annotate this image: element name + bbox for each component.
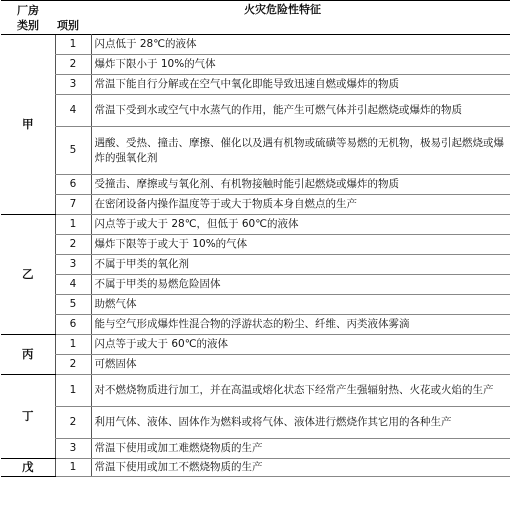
hazard-feature-text: 在密闭设备内操作温度等于或大于物质本身自燃点的生产 [91, 195, 510, 215]
item-number: 6 [55, 175, 91, 195]
item-number: 5 [55, 295, 91, 315]
hazard-feature-text: 常温下能自行分解或在空气中氧化即能导致迅速自燃或爆炸的物质 [91, 75, 510, 95]
fire-hazard-table [1, 0, 510, 477]
table-row [1, 335, 510, 355]
category-cell: 戊 [1, 459, 55, 477]
table-row [1, 195, 510, 215]
table-row [1, 75, 510, 95]
item-number: 1 [55, 459, 91, 477]
hazard-feature-text: 常温下受到水或空气中水蒸气的作用，能产生可燃气体并引起燃烧或爆炸的物质 [91, 95, 510, 127]
item-number: 2 [55, 235, 91, 255]
category-cell: 甲 [1, 35, 55, 215]
table-row [1, 235, 510, 255]
item-number: 2 [55, 55, 91, 75]
hazard-feature-text: 受撞击、摩擦或与氧化剂、有机物接触时能引起燃烧或爆炸的物质 [91, 175, 510, 195]
hazard-feature-text: 爆炸下限等于或大于 10%的气体 [91, 235, 510, 255]
hazard-feature-text: 常温下使用或加工难燃烧物质的生产 [91, 439, 510, 459]
item-number: 1 [55, 375, 91, 407]
hazard-feature-text: 对不燃烧物质进行加工，并在高温或熔化状态下经常产生强辐射热、火花或火焰的生产 [91, 375, 510, 407]
table-row [1, 95, 510, 127]
table-row [1, 127, 510, 175]
table-row [1, 375, 510, 407]
item-number: 1 [55, 335, 91, 355]
table-body [1, 35, 510, 477]
table-row [1, 295, 510, 315]
table-row [1, 407, 510, 439]
category-header-line2: 类别 [17, 18, 39, 32]
table-row [1, 275, 510, 295]
item-number: 7 [55, 195, 91, 215]
table-row [1, 459, 510, 477]
table-row [1, 439, 510, 459]
item-number: 1 [55, 215, 91, 235]
table-row [1, 355, 510, 375]
table-row [1, 315, 510, 335]
hazard-feature-text: 不属于甲类的易燃危险固体 [91, 275, 510, 295]
hazard-feature-text: 助燃气体 [91, 295, 510, 315]
category-cell: 丙 [1, 335, 55, 375]
item-number: 6 [55, 315, 91, 335]
item-number: 3 [55, 75, 91, 95]
hazard-feature-text: 闪点等于或大于 60℃的液体 [91, 335, 510, 355]
category-header [1, 1, 55, 35]
item-number: 2 [55, 407, 91, 439]
hazard-feature-text: 闪点低于 28℃的液体 [91, 35, 510, 55]
table-title: 火灾危险性特征 [244, 2, 321, 16]
item-number: 1 [55, 35, 91, 55]
hazard-feature-text: 利用气体、液体、固体作为燃料或将气体、液体进行燃烧作其它用的各种生产 [91, 407, 510, 439]
item-number: 4 [55, 275, 91, 295]
table-row [1, 175, 510, 195]
table-row [1, 55, 510, 75]
item-number: 4 [55, 95, 91, 127]
category-cell: 丁 [1, 375, 55, 459]
item-header: 项别 [57, 19, 79, 33]
table-row [1, 35, 510, 55]
item-number: 5 [55, 127, 91, 175]
hazard-feature-text: 遇酸、受热、撞击、摩擦、催化以及遇有机物或硫磺等易燃的无机物，极易引起燃烧或爆炸的强氧化剂 [91, 127, 510, 175]
hazard-feature-text: 不属于甲类的氧化剂 [91, 255, 510, 275]
category-header-line1: 厂房 [17, 3, 39, 17]
hazard-feature-text: 常温下使用或加工不燃烧物质的生产 [91, 459, 510, 477]
hazard-feature-text: 能与空气形成爆炸性混合物的浮游状态的粉尘、纤维、丙类液体雾滴 [91, 315, 510, 335]
category-cell: 乙 [1, 215, 55, 335]
item-number: 2 [55, 355, 91, 375]
table-row [1, 255, 510, 275]
table-row [1, 215, 510, 235]
item-number: 3 [55, 255, 91, 275]
hazard-feature-text: 可燃固体 [91, 355, 510, 375]
item-number: 3 [55, 439, 91, 459]
hazard-feature-text: 闪点等于或大于 28℃，但低于 60℃的液体 [91, 215, 510, 235]
hazard-feature-text: 爆炸下限小于 10%的气体 [91, 55, 510, 75]
